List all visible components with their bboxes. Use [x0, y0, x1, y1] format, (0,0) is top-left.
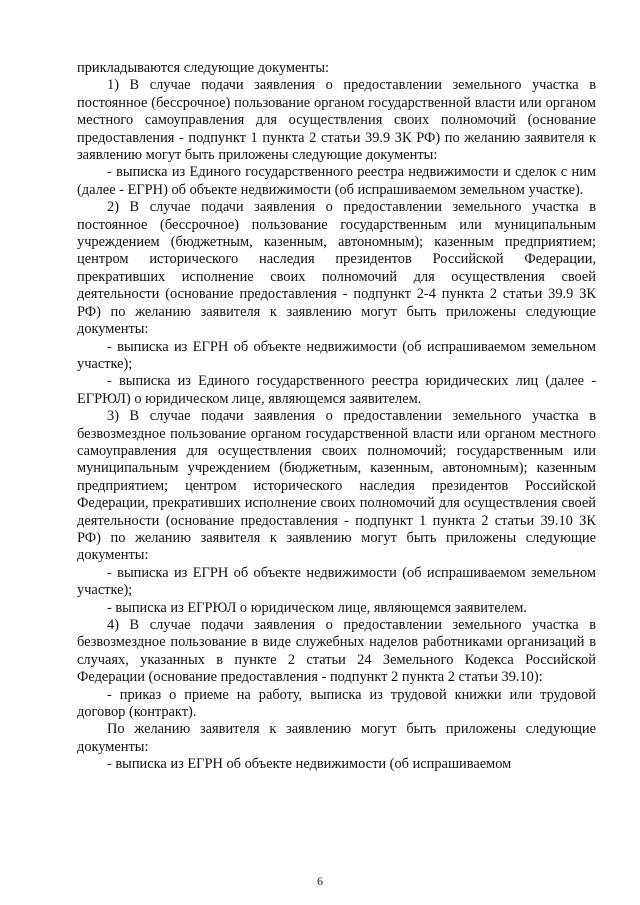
- paragraph-item-2-egrn-extract: - выписка из ЕГРН об объекте недвижимости (об испрашиваемом земельном участке);: [77, 338, 596, 372]
- paragraph-optional-documents: По желанию заявителя к заявлению могут быть приложены следующие документы:: [77, 721, 596, 755]
- paragraph-item-1: 1) В случае подачи заявления о предоставлении земельного участка в постоянное (бессрочное) пользование органом государственной власти или органом местного самоуправления для осуществления своих полномочий (основание предоставления - подпункт 1 пункта 2 статьи 39.9 ЗК РФ) по желанию заявителя к заявлению могут быть приложены следующие документы:: [77, 77, 596, 164]
- paragraph-item-3: 3) В случае подачи заявления о предоставлении земельного участка в безвозмездное пользование органом государственной власти или органом местного самоуправления для осуществления своих полномочий; государственным или муниципальным учреждением (бюджетным, казенным, автономным); казенным предприятием; центром исторического наследия президентов Российской Федерации, прекративших исполнение своих полномочий для осуществления своей деятельности (основание предоставления - подпункт 1 пункта 2 статьи 39.10 ЗК РФ) по желанию заявителя к заявлению могут быть приложены следующие документы:: [77, 408, 596, 564]
- paragraph-item-3-egrn-extract: - выписка из ЕГРН об объекте недвижимости (об испрашиваемом земельном участке);: [77, 564, 596, 599]
- paragraph-item-2: 2) В случае подачи заявления о предоставлении земельного участка в постоянное (бессрочное) пользование государственным или муниципальным учреждением (бюджетным, казенным, автономным); казенным предприятием; центром исторического наследия президентов Российской Федерации, прекративших исполнение своих полномочий для осуществления своей деятельности (основание предоставления - подпункт 2-4 пункта 2 статьи 39.9 ЗК РФ) по желанию заявителя к заявлению могут быть приложены следующие документы:: [77, 199, 596, 338]
- paragraph-item-4-employment-order: - приказ о приеме на работу, выписка из трудовой книжки или трудовой договор (контракт).: [77, 686, 596, 721]
- document-body: [77, 60, 596, 774]
- paragraph-item-4: 4) В случае подачи заявления о предоставлении земельного участка в безвозмездное пользование в виде служебных наделов работниками организаций в случаях, указанных в пункте 2 статьи 24 Земельного Кодекса Российской Федерации (основание предоставления - подпункт 2 пункта 2 статьи 39.10):: [77, 617, 596, 686]
- paragraph-intro-continued: прикладываются следующие документы:: [77, 60, 330, 76]
- paragraph-item-1-egrn-extract: - выписка из Единого государственного реестра недвижимости и сделок с ним (далее - ЕГРН) об объекте недвижимости (об испрашиваемом земельном участке).: [77, 164, 596, 198]
- paragraph-optional-egrn-extract: - выписка из ЕГРН об объекте недвижимости (об испрашиваемом: [107, 756, 512, 773]
- paragraph-item-2-egrul-extract: - выписка из Единого государственного реестра юридических лиц (далее - ЕГРЮЛ) о юридическом лице, являющемся заявителем.: [77, 373, 596, 407]
- paragraph-item-3-egrul-extract: - выписка из ЕГРЮЛ о юридическом лице, являющемся заявителем.: [107, 599, 527, 616]
- page-number: 6: [317, 874, 323, 888]
